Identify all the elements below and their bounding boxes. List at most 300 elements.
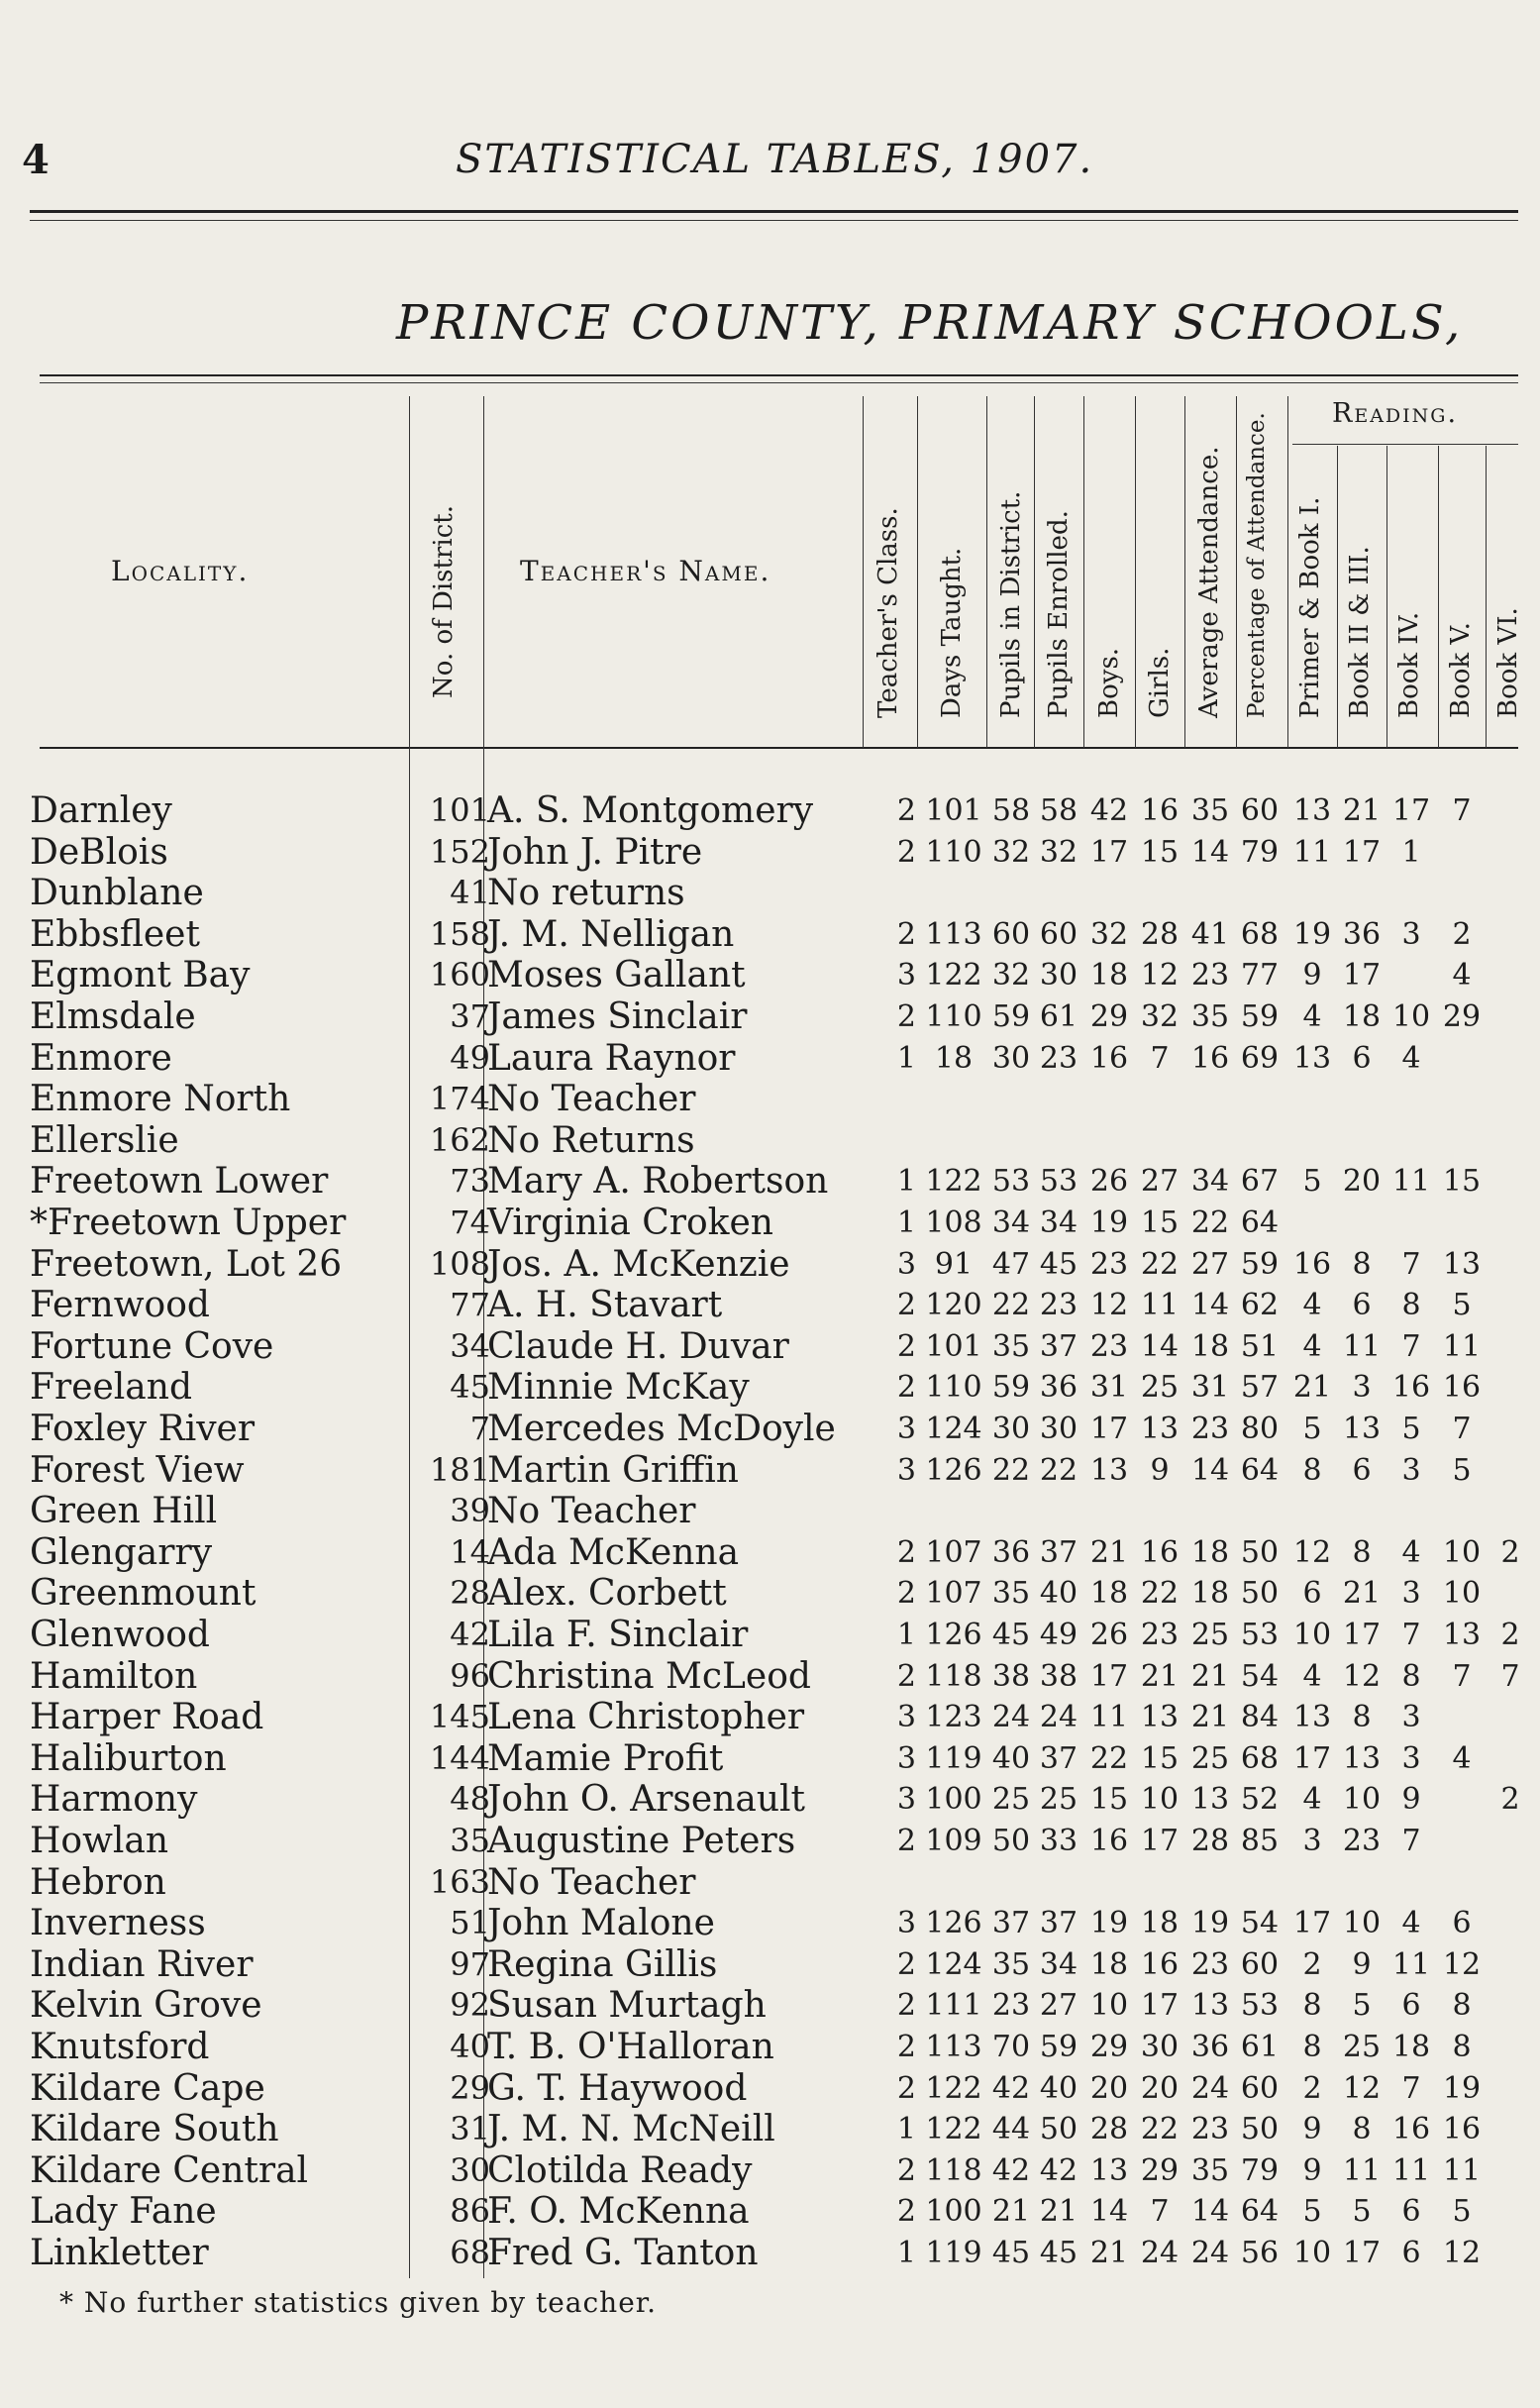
cell-b4: 16 — [1391, 1370, 1431, 1406]
cell-pd: 24 — [991, 1700, 1031, 1735]
cell-cls: 2 — [896, 1370, 916, 1406]
cell-cls: 3 — [896, 958, 916, 994]
cell-pd: 22 — [991, 1288, 1031, 1323]
cell-avg: 16 — [1190, 1040, 1230, 1076]
cell-pe: 37 — [1039, 1328, 1078, 1364]
cell-avg: 35 — [1190, 999, 1230, 1034]
cell-pct: 53 — [1240, 1988, 1280, 2024]
cell-loc: Kildare South — [30, 2109, 279, 2150]
cell-dist: 34 — [450, 1326, 490, 1365]
cell-pct: 60 — [1240, 1946, 1280, 1982]
cell-dist: 145 — [429, 1698, 490, 1736]
table-row — [0, 1862, 1540, 1904]
cell-b4: 6 — [1401, 2236, 1421, 2270]
cell-b4: 6 — [1401, 1988, 1421, 2024]
cell-teacher: Clotilda Ready — [487, 2149, 753, 2191]
cell-teacher: No Teacher — [487, 1861, 696, 1903]
cell-b23: 23 — [1342, 1824, 1382, 1858]
cell-loc: Lady Fane — [30, 2191, 217, 2233]
cell-loc: Enmore — [30, 1037, 172, 1079]
cell-pd: 23 — [991, 1988, 1031, 2024]
cell-pct: 53 — [1240, 1618, 1280, 1652]
table-row — [0, 1409, 1540, 1450]
cell-b23: 8 — [1352, 2112, 1372, 2147]
cell-loc: Knutsford — [30, 2027, 210, 2067]
cell-loc: Glengarry — [30, 1531, 213, 1573]
cell-dist: 51 — [450, 1904, 490, 1942]
cell-b4: 3 — [1401, 1576, 1421, 1612]
cell-loc: Egmont Bay — [30, 955, 251, 996]
cell-b5: 8 — [1452, 1988, 1472, 2024]
cell-avg: 35 — [1190, 793, 1230, 828]
cell-pd: 59 — [991, 1370, 1031, 1406]
cell-pr: 8 — [1302, 1988, 1322, 2024]
cell-dist: 92 — [450, 1986, 490, 2025]
cell-dist: 97 — [450, 1944, 490, 1983]
cell-b4: 7 — [1401, 1328, 1421, 1364]
cell-b4: 1 — [1401, 834, 1421, 870]
cell-boys: 13 — [1089, 2152, 1129, 2188]
cell-pct: 52 — [1240, 1782, 1280, 1818]
cell-boys: 21 — [1089, 2236, 1129, 2270]
cell-days: 123 — [925, 1700, 982, 1735]
cell-b4: 7 — [1401, 1246, 1421, 1282]
cell-cls: 2 — [896, 2030, 916, 2064]
cell-dist: 45 — [450, 1368, 490, 1407]
cell-pct: 54 — [1240, 1658, 1280, 1694]
cell-boys: 29 — [1089, 2030, 1129, 2064]
cell-pe: 49 — [1039, 1618, 1078, 1652]
cell-pct: 77 — [1240, 958, 1280, 994]
cell-avg: 23 — [1190, 1946, 1230, 1982]
cell-avg: 25 — [1190, 1740, 1230, 1776]
cell-loc: Fernwood — [30, 1285, 210, 1326]
cell-loc: *Freetown Upper — [30, 1203, 347, 1243]
cell-boys: 17 — [1089, 1412, 1129, 1446]
cell-dist: 108 — [429, 1244, 490, 1283]
cell-cls: 1 — [896, 2112, 916, 2147]
cell-b4: 7 — [1401, 2070, 1421, 2106]
cell-b6: 7 — [1500, 1658, 1520, 1694]
cell-dist: 28 — [450, 1574, 490, 1613]
cell-b5: 29 — [1442, 999, 1482, 1034]
cell-girls: 13 — [1140, 1700, 1180, 1735]
col-head-book-6: Book VI. — [1493, 607, 1523, 718]
header-rule-thin — [40, 382, 1518, 383]
cell-pe: 25 — [1039, 1782, 1078, 1818]
cell-dist: 163 — [429, 1862, 490, 1901]
cell-loc: DeBlois — [30, 831, 168, 873]
cell-cls: 1 — [896, 1618, 916, 1652]
cell-dist: 7 — [469, 1410, 490, 1447]
cell-teacher: Fred G. Tanton — [487, 2233, 759, 2273]
cell-b23: 20 — [1342, 1164, 1382, 1200]
col-head-primer: Primer & Book I. — [1295, 496, 1325, 718]
table-title: PRINCE COUNTY, PRIMARY SCHOOLS, — [396, 295, 1464, 351]
cell-loc: Enmore North — [30, 1079, 291, 1120]
cell-days: 101 — [925, 1328, 982, 1364]
cell-pd: 42 — [991, 2070, 1031, 2106]
cell-days: 120 — [925, 1288, 982, 1323]
cell-days: 107 — [925, 1576, 982, 1612]
cell-pe: 22 — [1039, 1452, 1078, 1488]
cell-loc: Harper Road — [30, 1697, 264, 1738]
cell-pe: 40 — [1039, 1576, 1078, 1612]
cell-girls: 24 — [1140, 2236, 1180, 2270]
table-row — [0, 1944, 1540, 1986]
cell-pr: 21 — [1292, 1370, 1332, 1406]
cell-b6: 2 — [1500, 1534, 1520, 1570]
cell-b23: 25 — [1342, 2030, 1382, 2064]
cell-girls: 16 — [1140, 1534, 1180, 1570]
cell-avg: 18 — [1190, 1328, 1230, 1364]
cell-b4: 5 — [1401, 1412, 1421, 1446]
cell-boys: 17 — [1089, 1658, 1129, 1694]
cell-pe: 23 — [1039, 1288, 1078, 1323]
cell-pd: 21 — [991, 2194, 1031, 2230]
table-row — [0, 2233, 1540, 2274]
cell-pe: 37 — [1039, 1534, 1078, 1570]
cell-b23: 5 — [1352, 2194, 1372, 2230]
cell-b23: 11 — [1342, 2152, 1382, 2188]
cell-b23: 11 — [1342, 1328, 1382, 1364]
cell-boys: 13 — [1089, 1452, 1129, 1488]
cell-pd: 35 — [991, 1328, 1031, 1364]
cell-days: 124 — [925, 1412, 982, 1446]
cell-days: 118 — [925, 2152, 982, 2188]
cell-girls: 9 — [1150, 1452, 1170, 1488]
cell-loc: Greenmount — [30, 1573, 257, 1615]
cell-teacher: Ada McKenna — [487, 1531, 740, 1573]
cell-cls: 2 — [896, 2194, 916, 2230]
cell-teacher: Regina Gillis — [487, 1943, 718, 1985]
cell-days: 111 — [925, 1988, 982, 2024]
cell-pct: 68 — [1240, 916, 1280, 952]
table-row — [0, 2150, 1540, 2192]
cell-pr: 10 — [1292, 1618, 1332, 1652]
cell-boys: 11 — [1089, 1700, 1129, 1735]
cell-b5: 5 — [1452, 1288, 1472, 1323]
cell-boys: 23 — [1089, 1246, 1129, 1282]
cell-pr: 2 — [1302, 1946, 1322, 1982]
cell-cls: 2 — [896, 2152, 916, 2188]
cell-b5: 6 — [1452, 1906, 1472, 1941]
cell-boys: 14 — [1089, 2194, 1129, 2230]
cell-pe: 40 — [1039, 2070, 1078, 2106]
table-row — [0, 955, 1540, 996]
cell-girls: 22 — [1140, 1576, 1180, 1612]
cell-teacher: Martin Griffin — [487, 1449, 739, 1491]
cell-b23: 12 — [1342, 2070, 1382, 2106]
cell-girls: 15 — [1140, 834, 1180, 870]
cell-pe: 30 — [1039, 958, 1078, 994]
cell-b5: 19 — [1442, 2070, 1482, 2106]
cell-b4: 16 — [1391, 2112, 1431, 2147]
cell-days: 109 — [925, 1824, 982, 1858]
cell-b23: 13 — [1342, 1740, 1382, 1776]
cell-days: 113 — [925, 916, 982, 952]
col-head-reading-group: Reading. — [1332, 398, 1459, 429]
cell-loc: Ebbsfleet — [30, 913, 200, 955]
table-row — [0, 1450, 1540, 1492]
cell-b23: 18 — [1342, 999, 1382, 1034]
cell-loc: Freetown Lower — [30, 1161, 329, 1203]
cell-dist: 35 — [450, 1822, 490, 1859]
cell-teacher: No Teacher — [487, 1079, 696, 1120]
cell-b4: 3 — [1401, 916, 1421, 952]
cell-pct: 57 — [1240, 1370, 1280, 1406]
cell-girls: 32 — [1140, 999, 1180, 1034]
cell-cls: 3 — [896, 1700, 916, 1735]
cell-b5: 12 — [1442, 2236, 1482, 2270]
cell-pe: 42 — [1039, 2152, 1078, 2188]
cell-loc: Green Hill — [30, 1491, 218, 1532]
cell-boys: 21 — [1089, 1534, 1129, 1570]
cell-pd: 37 — [991, 1906, 1031, 1941]
cell-pct: 51 — [1240, 1328, 1280, 1364]
cell-teacher: Mamie Profit — [487, 1737, 724, 1779]
cell-pd: 32 — [991, 834, 1031, 870]
cell-loc: Hamilton — [30, 1655, 198, 1697]
col-head-pupils-enrolled: Pupils Enrolled. — [1044, 510, 1074, 718]
cell-days: 101 — [925, 793, 982, 828]
cell-dist: 29 — [450, 2068, 490, 2107]
cell-pct: 56 — [1240, 2236, 1280, 2270]
cell-teacher: Moses Gallant — [487, 955, 746, 996]
cell-pd: 50 — [991, 1824, 1031, 1858]
cell-boys: 31 — [1089, 1370, 1129, 1406]
cell-dist: 162 — [429, 1120, 490, 1159]
cell-pct: 62 — [1240, 1288, 1280, 1323]
cell-avg: 14 — [1190, 1452, 1230, 1488]
cell-pd: 35 — [991, 1946, 1031, 1982]
cell-teacher: Minnie McKay — [487, 1367, 750, 1409]
cell-days: 122 — [925, 1164, 982, 1200]
cell-pd: 44 — [991, 2112, 1031, 2147]
header-bottom-rule — [40, 747, 1518, 749]
cell-avg: 14 — [1190, 834, 1230, 870]
top-rule — [30, 210, 1518, 213]
cell-pd: 58 — [991, 793, 1031, 828]
page-number: 4 — [22, 137, 50, 183]
cell-cls: 2 — [896, 1328, 916, 1364]
cell-days: 110 — [925, 834, 982, 870]
cell-b4: 8 — [1401, 1288, 1421, 1323]
cell-girls: 17 — [1140, 1824, 1180, 1858]
col-rule — [1034, 396, 1035, 748]
cell-b4: 6 — [1401, 2194, 1421, 2230]
cell-pd: 25 — [991, 1782, 1031, 1818]
table-row — [0, 1573, 1540, 1615]
cell-b23: 17 — [1342, 958, 1382, 994]
table-row — [0, 790, 1540, 832]
cell-pd: 45 — [991, 1618, 1031, 1652]
cell-pr: 10 — [1292, 2236, 1332, 2270]
cell-days: 91 — [934, 1246, 974, 1282]
cell-boys: 29 — [1089, 999, 1129, 1034]
table-row — [0, 914, 1540, 956]
col-head-girls: Girls. — [1145, 647, 1175, 718]
cell-b5: 5 — [1452, 2194, 1472, 2230]
cell-cls: 2 — [896, 834, 916, 870]
cell-days: 107 — [925, 1534, 982, 1570]
cell-teacher: No Returns — [487, 1119, 695, 1161]
cell-avg: 18 — [1190, 1576, 1230, 1612]
cell-b4: 11 — [1391, 1946, 1431, 1982]
cell-cls: 2 — [896, 1946, 916, 1982]
cell-teacher: John J. Pitre — [487, 831, 703, 873]
cell-boys: 26 — [1089, 1618, 1129, 1652]
cell-b5: 15 — [1442, 1164, 1482, 1200]
cell-pr: 9 — [1302, 958, 1322, 994]
cell-pd: 34 — [991, 1205, 1031, 1240]
cell-pr: 5 — [1302, 1412, 1322, 1446]
cell-girls: 15 — [1140, 1205, 1180, 1240]
col-head-teacher-name: Teacher's Name. — [520, 555, 771, 587]
cell-pe: 59 — [1039, 2030, 1078, 2064]
cell-days: 110 — [925, 999, 982, 1034]
cell-b5: 16 — [1442, 2112, 1482, 2147]
cell-days: 122 — [925, 2112, 982, 2147]
col-rule — [1287, 396, 1288, 748]
cell-girls: 29 — [1140, 2152, 1180, 2188]
cell-days: 122 — [925, 958, 982, 994]
cell-pct: 69 — [1240, 1040, 1280, 1076]
cell-b4: 18 — [1391, 2030, 1431, 2064]
cell-days: 18 — [934, 1040, 974, 1076]
cell-dist: 49 — [450, 1038, 490, 1077]
cell-teacher: John Malone — [487, 1903, 715, 1944]
table-row — [0, 1326, 1540, 1368]
cell-pct: 67 — [1240, 1164, 1280, 1200]
cell-pe: 27 — [1039, 1988, 1078, 2024]
table-row — [0, 1615, 1540, 1656]
cell-b5: 4 — [1452, 958, 1472, 994]
cell-days: 118 — [925, 1658, 982, 1694]
footnote: * No further statistics given by teacher. — [59, 2286, 657, 2319]
col-head-book-2-3: Book II & III. — [1345, 546, 1375, 718]
cell-girls: 18 — [1140, 1906, 1180, 1941]
cell-girls: 28 — [1140, 916, 1180, 952]
cell-pct: 80 — [1240, 1412, 1280, 1446]
cell-pr: 13 — [1292, 793, 1332, 828]
header-rule — [40, 374, 1518, 376]
cell-pe: 36 — [1039, 1370, 1078, 1406]
cell-b23: 21 — [1342, 1576, 1382, 1612]
cell-cls: 2 — [896, 1658, 916, 1694]
cell-loc: Freeland — [30, 1367, 193, 1409]
cell-b5: 7 — [1452, 1658, 1472, 1694]
table-row — [0, 1120, 1540, 1162]
cell-loc: Kelvin Grove — [30, 1985, 262, 2027]
cell-boys: 23 — [1089, 1328, 1129, 1364]
cell-avg: 13 — [1190, 1988, 1230, 2024]
cell-b4: 3 — [1401, 1452, 1421, 1488]
col-rule — [1236, 396, 1237, 748]
cell-b4: 17 — [1391, 793, 1431, 828]
cell-b5: 7 — [1452, 793, 1472, 828]
cell-girls: 30 — [1140, 2030, 1180, 2064]
cell-dist: 96 — [450, 1656, 490, 1695]
cell-pr: 17 — [1292, 1906, 1332, 1941]
cell-pct: 64 — [1240, 2194, 1280, 2230]
cell-avg: 22 — [1190, 1205, 1230, 1240]
cell-teacher: Lila F. Sinclair — [487, 1615, 749, 1655]
cell-dist: 39 — [450, 1492, 490, 1530]
cell-cls: 1 — [896, 1205, 916, 1240]
cell-pe: 24 — [1039, 1700, 1078, 1735]
cell-cls: 2 — [896, 1988, 916, 2024]
cell-loc: Kildare Cape — [30, 2067, 265, 2109]
cell-b4: 7 — [1401, 1618, 1421, 1652]
table-row — [0, 2068, 1540, 2110]
cell-days: 110 — [925, 1370, 982, 1406]
cell-avg: 21 — [1190, 1658, 1230, 1694]
cell-dist: 37 — [450, 997, 490, 1035]
cell-girls: 17 — [1140, 1988, 1180, 2024]
cell-avg: 24 — [1190, 2070, 1230, 2106]
cell-pct: 59 — [1240, 1246, 1280, 1282]
cell-boys: 18 — [1089, 1576, 1129, 1612]
cell-days: 119 — [925, 1740, 982, 1776]
cell-pd: 53 — [991, 1164, 1031, 1200]
cell-pr: 13 — [1292, 1700, 1332, 1735]
cell-dist: 68 — [450, 2234, 490, 2271]
cell-girls: 23 — [1140, 1618, 1180, 1652]
cell-b5: 13 — [1442, 1246, 1482, 1282]
cell-avg: 28 — [1190, 1824, 1230, 1858]
table-row — [0, 1779, 1540, 1821]
cell-loc: Hebron — [30, 1861, 166, 1903]
cell-cls: 1 — [896, 2236, 916, 2270]
cell-pd: 22 — [991, 1452, 1031, 1488]
cell-cls: 3 — [896, 1412, 916, 1446]
cell-b23: 6 — [1352, 1040, 1372, 1076]
table-row — [0, 1985, 1540, 2027]
cell-dist: 30 — [450, 2150, 490, 2189]
cell-pr: 5 — [1302, 2194, 1322, 2230]
cell-pct: 79 — [1240, 2152, 1280, 2188]
cell-b23: 5 — [1352, 1988, 1372, 2024]
cell-boys: 19 — [1089, 1906, 1129, 1941]
cell-pct: 68 — [1240, 1740, 1280, 1776]
cell-boys: 10 — [1089, 1988, 1129, 2024]
table-row — [0, 1161, 1540, 1203]
col-rule — [1184, 396, 1185, 748]
cell-loc: Fortune Cove — [30, 1325, 274, 1367]
cell-pe: 33 — [1039, 1824, 1078, 1858]
cell-b23: 13 — [1342, 1412, 1382, 1446]
cell-pe: 38 — [1039, 1658, 1078, 1694]
cell-teacher: J. M. Nelligan — [487, 913, 735, 955]
cell-b4: 3 — [1401, 1700, 1421, 1735]
cell-avg: 41 — [1190, 916, 1230, 952]
cell-girls: 7 — [1150, 1040, 1170, 1076]
cell-avg: 14 — [1190, 1288, 1230, 1323]
cell-loc: Inverness — [30, 1903, 206, 1944]
cell-b4: 8 — [1401, 1658, 1421, 1694]
cell-loc: Ellerslie — [30, 1119, 179, 1161]
cell-girls: 13 — [1140, 1412, 1180, 1446]
cell-boys: 28 — [1089, 2112, 1129, 2147]
cell-b23: 3 — [1352, 1370, 1372, 1406]
cell-b4: 10 — [1391, 999, 1431, 1034]
cell-dist: 31 — [450, 2110, 490, 2148]
cell-days: 124 — [925, 1946, 982, 1982]
cell-avg: 21 — [1190, 1700, 1230, 1735]
cell-dist: 86 — [450, 2192, 490, 2231]
cell-b23: 10 — [1342, 1782, 1382, 1818]
